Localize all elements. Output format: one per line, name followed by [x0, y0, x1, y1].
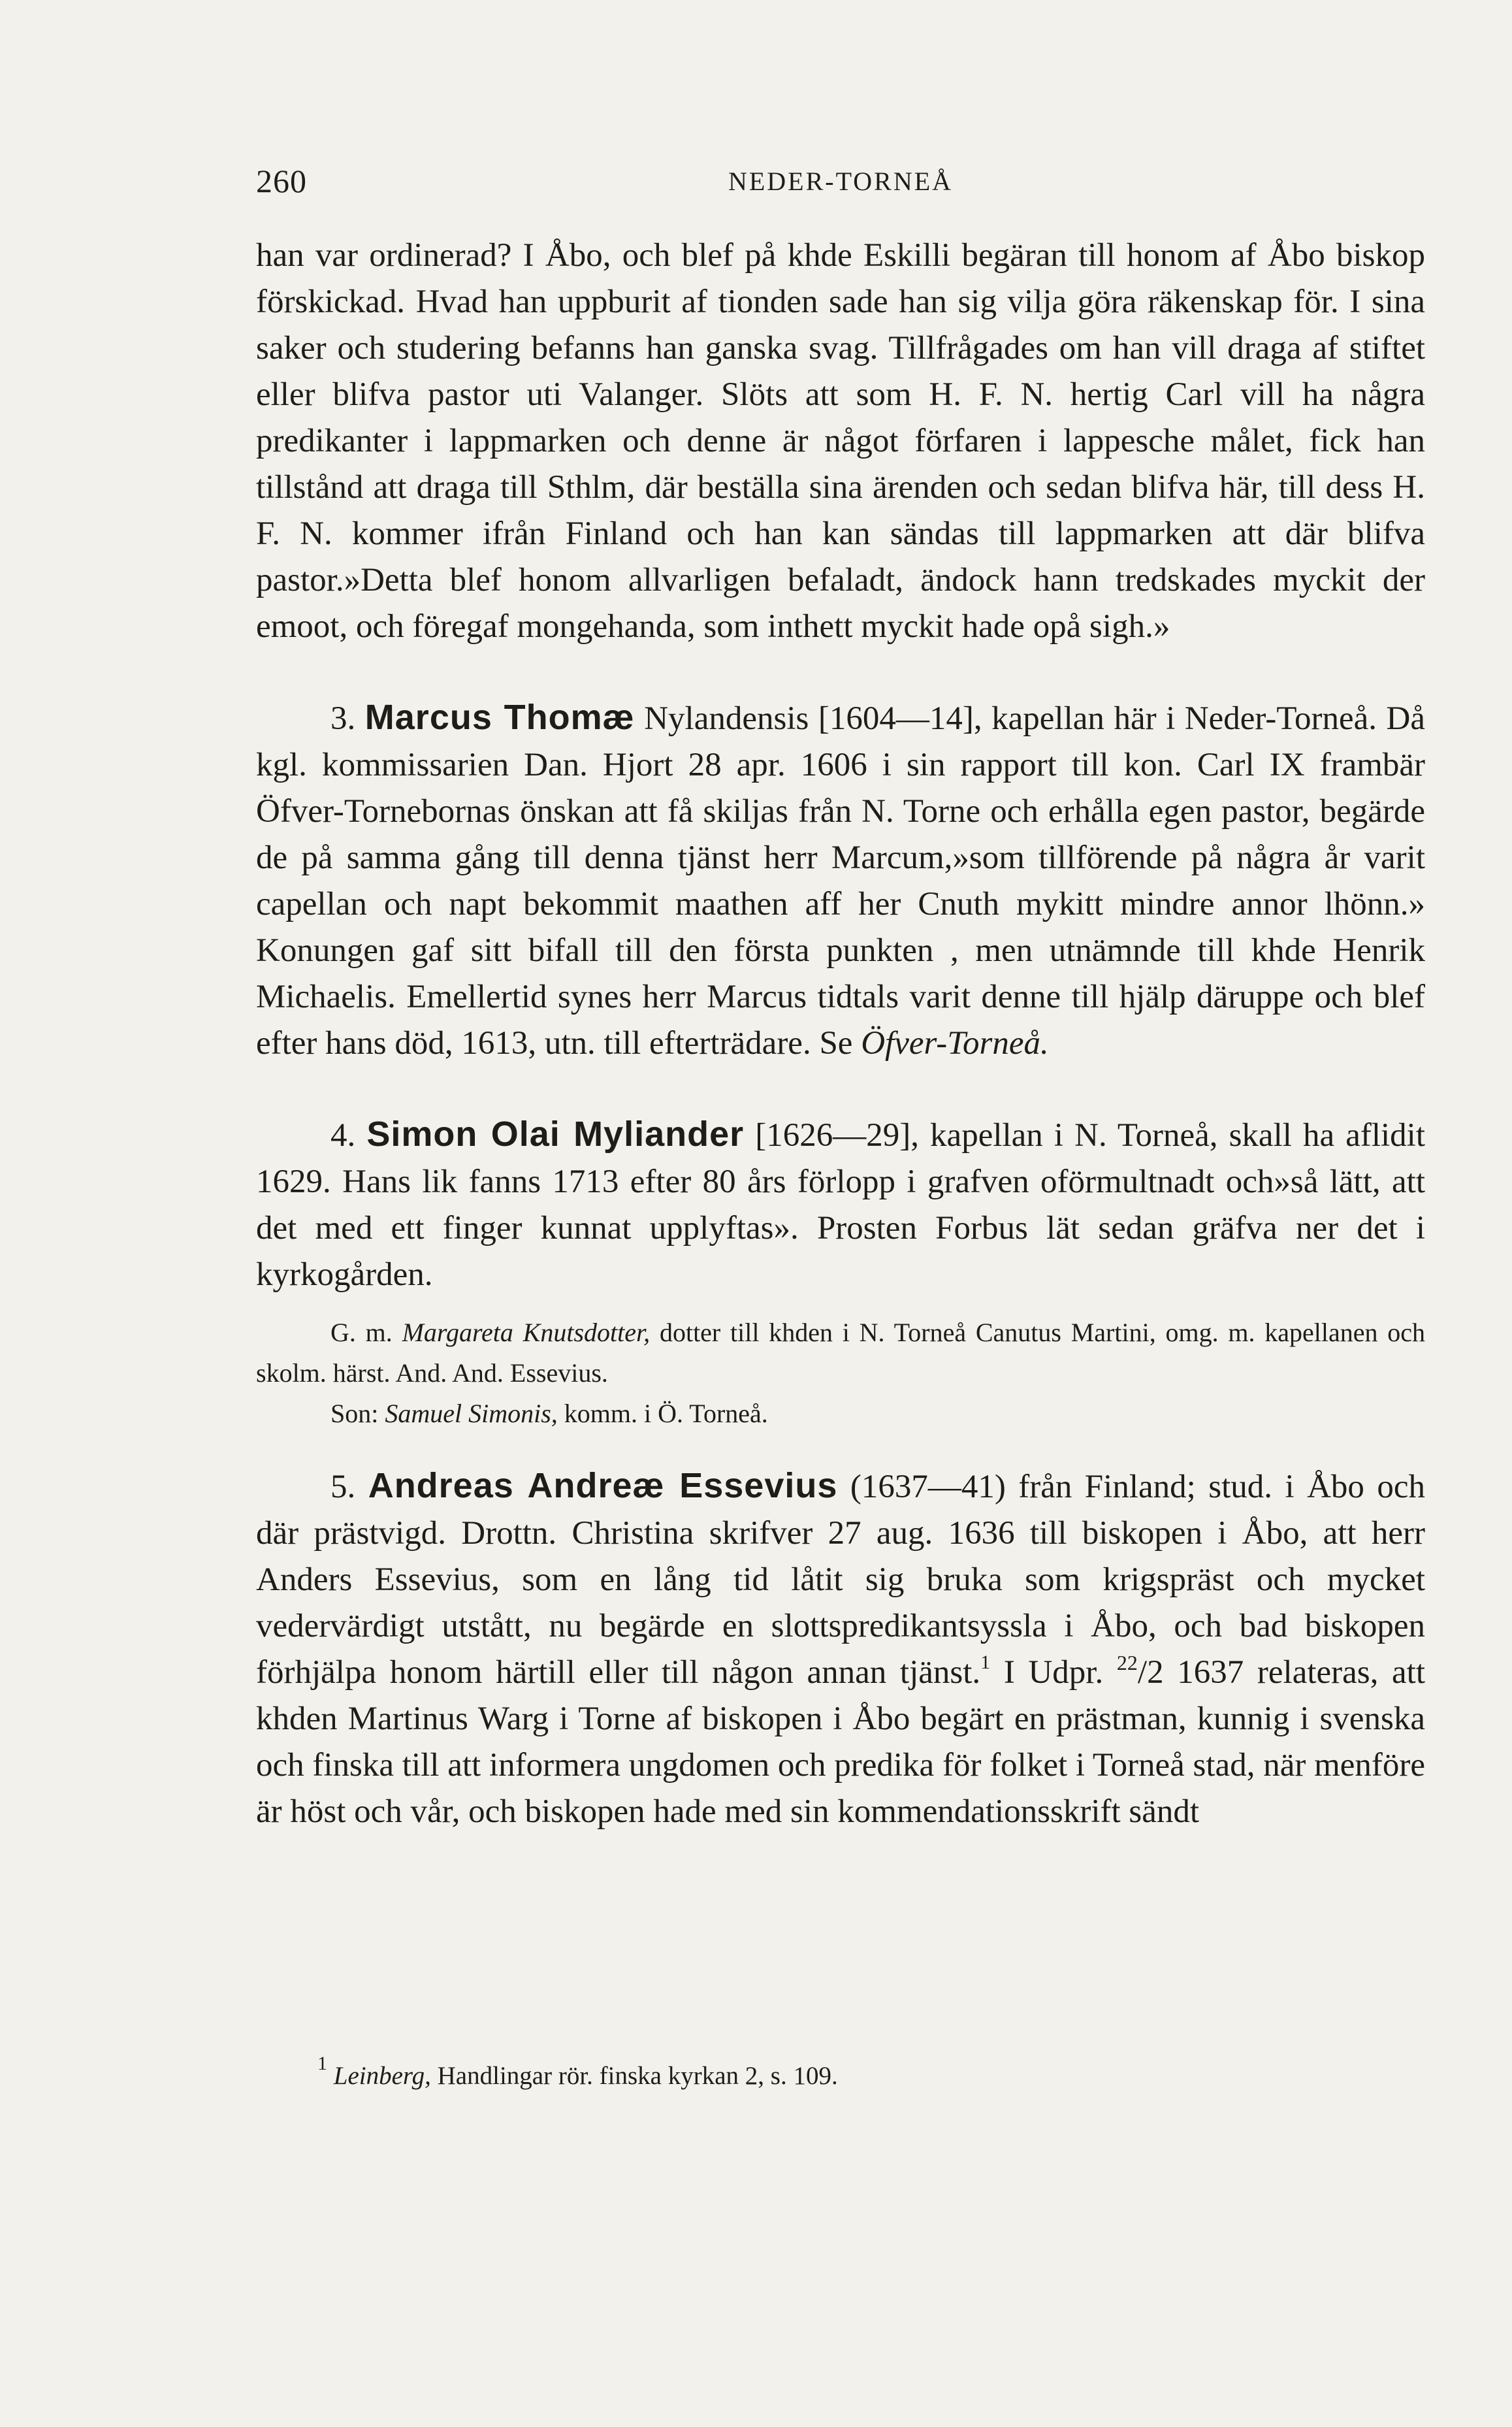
running-title: NEDER-TORNEÅ	[728, 167, 954, 196]
entry-text: (1637—41) från Finland; stud. i Åbo och där prästvigd. Drottn. Christina skrifver 27 aug. 1636 till biskopen i Åbo, att herr Anders Essevius, som en lång tid låtit sig bruka som krigspräst och mycket vedervärdigt utstått, nu begärde en slottspredikantsyssla i Åbo, och bad biskopen förhjälpa honom härtill eller till någon annan tjänst.	[256, 1469, 1426, 1691]
cross-reference: Öfver-Torneå.	[861, 1025, 1049, 1062]
main-text	[256, 233, 1425, 1835]
page-header	[256, 162, 1425, 208]
page-number: 260	[256, 163, 307, 199]
footnote-text: Handlingar rör. finska kyrkan 2, s. 109.	[437, 2062, 838, 2090]
footnote-mark: 1	[317, 2053, 327, 2074]
entry-name: Marcus Thomæ	[364, 698, 635, 737]
son-note: Son: Samuel Simonis, komm. i Ö. Torneå.	[330, 1399, 768, 1428]
paragraph-continuation: han var ordinerad? I Åbo, och blef på khde Eskilli begäran till honom af Åbo biskop förskickad. Hvad han uppburit af tionden sade han sig vilja göra räkenskap för. I sina saker och studering befanns han ganska svag. Tillfrågades om han vill draga af stiftet eller blifva pastor uti Valanger. Slöts att som H. F. N. hertig Carl vill ha några predikanter i lappmarken och denne är något förfaren i lappesche målet, fick han tillstånd att draga till Sthlm, där beställa sina ärenden och sedan blifva här, till dess H. F. N. kommer ifrån Finland och han kan sändas till lappmarken att där blifva pastor.»Detta blef honom allvarligen befaladt, ändock hann tredskades myckit der emoot, och föregaf mongehanda, som inthett myckit hade opå sigh.»	[256, 237, 1425, 645]
wife-name: Margareta Knutsdotter,	[402, 1318, 651, 1347]
entry-text: [1626—29], kapellan i N. Torneå, skall ha aflidit 1629. Hans lik fanns 1713 efter 80 års förlopp i grafven oförmultnadt och»så lätt, att det med ett finger kunnat upplyftas». Prosten Forbus lät sedan gräfva ner det i kyrkogården.	[256, 1117, 1426, 1293]
marriage-note: G. m. Margareta Knutsdotter, dotter till khden i N. Torneå Canutus Martini, omg. m. kapellanen och skolm. härst. And. And. Essevius.	[256, 1318, 1426, 1388]
footnote-author: Leinberg,	[333, 2062, 431, 2090]
entry-number: 3.	[330, 700, 356, 737]
entry-marcus-thomae	[256, 694, 1425, 1067]
footnote-reference: 1	[980, 1652, 991, 1673]
entry-name: Andreas Andreæ Essevius	[368, 1466, 838, 1505]
date-month: /2	[1137, 1654, 1164, 1691]
entry-number: 4.	[330, 1117, 356, 1154]
entry-simon-olai-myliander	[256, 1111, 1425, 1298]
footnote	[256, 2053, 1425, 2094]
entry-andreas-andreae-essevius: 5. Andreas Andreæ Essevius (1637—41) från Finland; stud. i Åbo och där prästvigd. Drottn. Christina skrifver 27 aug. 1636 till biskopen i Åbo, att herr Anders Essevius, som en lång tid låtit sig bruka som krigspräst och mycket vedervärdigt utstått, nu begärde en slottspredikantsyssla i Åbo, och bad biskopen förhjälpa honom härtill eller till någon annan tjänst.$^1$ I Udpr. $^{22}$/2 1637 relateras, att khden Martinus Warg i Torne af biskopen i Åbo begärt en prästman, kunnig i svenska och finska till att informera ungdomen och predika för folket i Torneå stad, när menföre är höst och vår, och biskopen hade med sin kommendationsskrift sändt	[256, 1466, 1426, 1830]
family-notes	[256, 1312, 1425, 1434]
entry-number: 5.	[330, 1469, 356, 1505]
date-day: 22	[1116, 1651, 1138, 1674]
son-name: Samuel Simonis,	[385, 1399, 558, 1428]
entry-text: Nylandensis [1604—14], kapellan här i Neder-Torneå. Då kgl. kommissarien Dan. Hjort 28 apr. 1606 i sin rapport till kon. Carl IX frambär Öfver-Tornebornas önskan att få skiljas från N. Torne och erhålla egen pastor, begärde de på samma gång till denna tjänst herr Marcum,»som tillförende på några år varit capellan och napt bekommit maathen aff her Cnuth mykitt mindre annor lhönn.» Konungen gaf sitt bifall till den första punkten , men utnämnde till khde Henrik Michaelis. Emellertid synes herr Marcus tidtals varit denne till hjälp däruppe och blef efter hans död, 1613, utn. till efterträdare. Se	[256, 700, 1425, 1062]
entry-name: Simon Olai Myliander	[366, 1115, 745, 1154]
